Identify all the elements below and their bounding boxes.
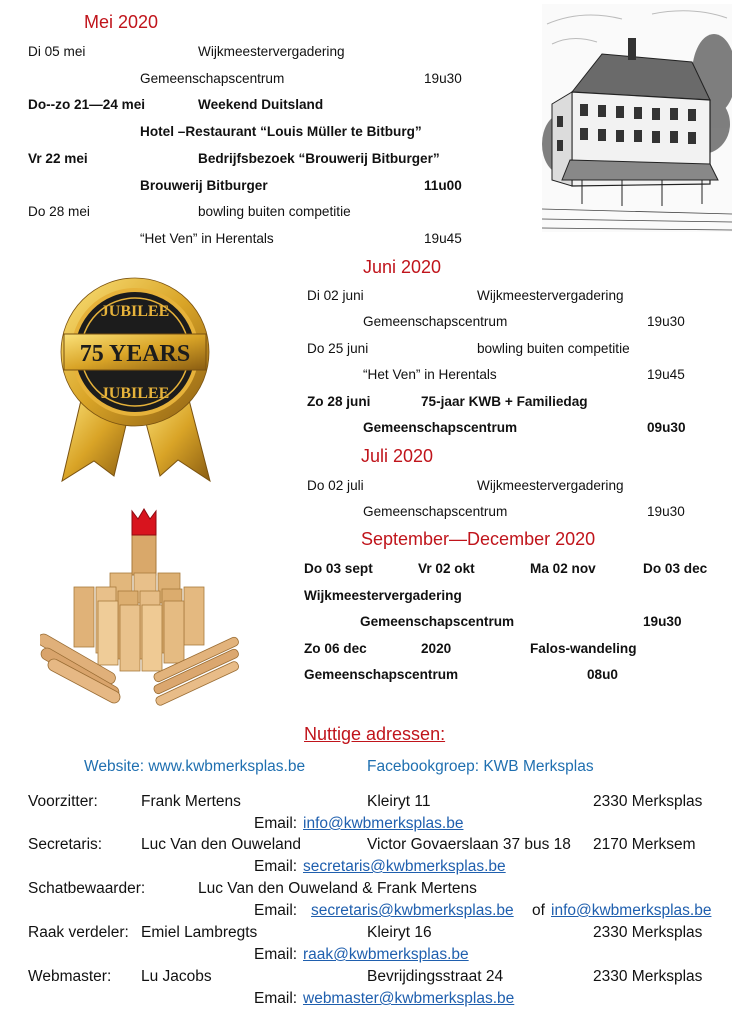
email-link-webmaster[interactable]: webmaster@kwbmerksplas.be xyxy=(303,990,515,1007)
july-event-1: Wijkmeestervergadering xyxy=(477,478,624,493)
june-date-2: Do 25 juni xyxy=(307,341,369,356)
may-event-3: Bedrijfsbezoek “Brouwerij Bitburger” xyxy=(198,151,440,166)
may-event-2: Weekend Duitsland xyxy=(198,97,324,112)
june-event-3: 75-jaar KWB + Familiedag xyxy=(421,394,588,409)
june-venue-1: Gemeenschapscentrum xyxy=(363,314,508,329)
june-event-1: Wijkmeestervergadering xyxy=(477,288,624,303)
june-time-1: 19u30 xyxy=(647,314,685,329)
sepdec-meeting: Wijkmeestervergadering xyxy=(304,588,462,603)
role-voorzitter: Voorzitter: xyxy=(28,793,98,810)
june-date-3: Zo 28 juni xyxy=(307,394,371,409)
heading-mei-2020: Mei 2020 xyxy=(84,12,159,32)
sepdec-time: 19u30 xyxy=(643,614,682,629)
may-time-1: 19u30 xyxy=(424,71,462,86)
sepdec-date-4: Do 03 dec xyxy=(643,561,708,576)
june-event-2: bowling buiten competitie xyxy=(477,341,630,356)
email-or-word: of xyxy=(532,902,545,919)
role-schatbewaarder: Schatbewaarder: xyxy=(28,880,146,897)
hotel-sketch-image xyxy=(542,4,732,232)
may-time-3: 11u00 xyxy=(424,178,462,193)
may-venue-4: “Het Ven” in Herentals xyxy=(140,231,274,246)
email-link-schatbewaarder-1[interactable]: secretaris@kwbmerksplas.be xyxy=(311,902,514,919)
name-webmaster: Lu Jacobs xyxy=(141,968,212,985)
may-venue-1: Gemeenschapscentrum xyxy=(140,71,285,86)
email-label-raak-verdeler: Email: xyxy=(254,946,298,963)
role-webmaster: Webmaster: xyxy=(28,968,112,985)
street-voorzitter: Kleiryt 11 xyxy=(367,793,431,810)
jubilee-bottom-text: JUBILEE xyxy=(100,385,170,402)
jubilee-medal-image xyxy=(42,276,228,484)
june-venue-3: Gemeenschapscentrum xyxy=(363,420,518,435)
street-raak-verdeler: Kleiryt 16 xyxy=(367,924,432,941)
june-date-1: Di 02 juni xyxy=(307,288,364,303)
july-venue-1: Gemeenschapscentrum xyxy=(363,504,508,519)
june-time-2: 19u45 xyxy=(647,367,685,382)
city-webmaster: 2330 Merksplas xyxy=(593,968,703,985)
may-venue-2: Hotel –Restaurant “Louis Müller te Bitburg” xyxy=(140,124,422,139)
sepdec-extra-time: 08u0 xyxy=(587,667,618,682)
city-voorzitter: 2330 Merksplas xyxy=(593,793,703,810)
email-link-secretaris[interactable]: secretaris@kwbmerksplas.be xyxy=(303,858,506,875)
may-date-4: Do 28 mei xyxy=(28,204,90,219)
may-event-1: Wijkmeestervergadering xyxy=(198,44,345,59)
july-time-1: 19u30 xyxy=(647,504,685,519)
sepdec-extra-event: Falos-wandeling xyxy=(530,641,637,656)
name-schatbewaarder: Luc Van den Ouweland & Frank Mertens xyxy=(198,880,477,897)
email-label-secretaris: Email: xyxy=(254,858,298,875)
sepdec-date-2: Vr 02 okt xyxy=(418,561,475,576)
may-date-2: Do--zo 21—24 mei xyxy=(28,97,146,112)
sepdec-extra-date: Zo 06 dec xyxy=(304,641,367,656)
jubilee-main-text: 75 YEARS xyxy=(79,341,191,367)
name-voorzitter: Frank Mertens xyxy=(141,793,241,810)
sepdec-extra-year: 2020 xyxy=(421,641,452,656)
sepdec-extra-venue: Gemeenschapscentrum xyxy=(304,667,459,682)
email-link-voorzitter[interactable]: info@kwbmerksplas.be xyxy=(303,815,464,832)
heading-sept-dec-2020: September—December 2020 xyxy=(361,529,596,549)
jubilee-top-text: JUBILEE xyxy=(100,303,170,320)
may-date-3: Vr 22 mei xyxy=(28,151,88,166)
city-secretaris: 2170 Merksem xyxy=(593,836,696,853)
role-secretaris: Secretaris: xyxy=(28,836,103,853)
kubb-game-image xyxy=(40,505,242,710)
email-label-schatbewaarder: Email: xyxy=(254,902,298,919)
name-secretaris: Luc Van den Ouweland xyxy=(141,836,301,853)
heading-juli-2020: Juli 2020 xyxy=(361,446,434,466)
heading-juni-2020: Juni 2020 xyxy=(363,257,442,277)
may-venue-3: Brouwerij Bitburger xyxy=(140,178,268,193)
may-event-4: bowling buiten competitie xyxy=(198,204,351,219)
street-secretaris: Victor Govaerslaan 37 bus 18 xyxy=(367,836,571,853)
may-date-1: Di 05 mei xyxy=(28,44,86,59)
name-raak-verdeler: Emiel Lambregts xyxy=(141,924,258,941)
role-raak-verdeler: Raak verdeler: xyxy=(28,924,129,941)
sepdec-date-1: Do 03 sept xyxy=(304,561,373,576)
city-raak-verdeler: 2330 Merksplas xyxy=(593,924,703,941)
email-label-voorzitter: Email: xyxy=(254,815,298,832)
addresses-heading: Nuttige adressen: xyxy=(304,724,446,744)
july-date-1: Do 02 juli xyxy=(307,478,364,493)
email-label-webmaster: Email: xyxy=(254,990,298,1007)
website-link[interactable]: Website: www.kwbmerksplas.be xyxy=(84,758,306,775)
june-time-3: 09u30 xyxy=(647,420,686,435)
sepdec-venue: Gemeenschapscentrum xyxy=(360,614,515,629)
june-venue-2: “Het Ven” in Herentals xyxy=(363,367,497,382)
email-link-schatbewaarder-2[interactable]: info@kwbmerksplas.be xyxy=(551,902,712,919)
email-link-raak-verdeler[interactable]: raak@kwbmerksplas.be xyxy=(303,946,469,963)
sepdec-date-3: Ma 02 nov xyxy=(530,561,596,576)
street-webmaster: Bevrijdingsstraat 24 xyxy=(367,968,504,985)
facebook-group-link[interactable]: Facebookgroep: KWB Merksplas xyxy=(367,758,594,775)
may-time-4: 19u45 xyxy=(424,231,462,246)
